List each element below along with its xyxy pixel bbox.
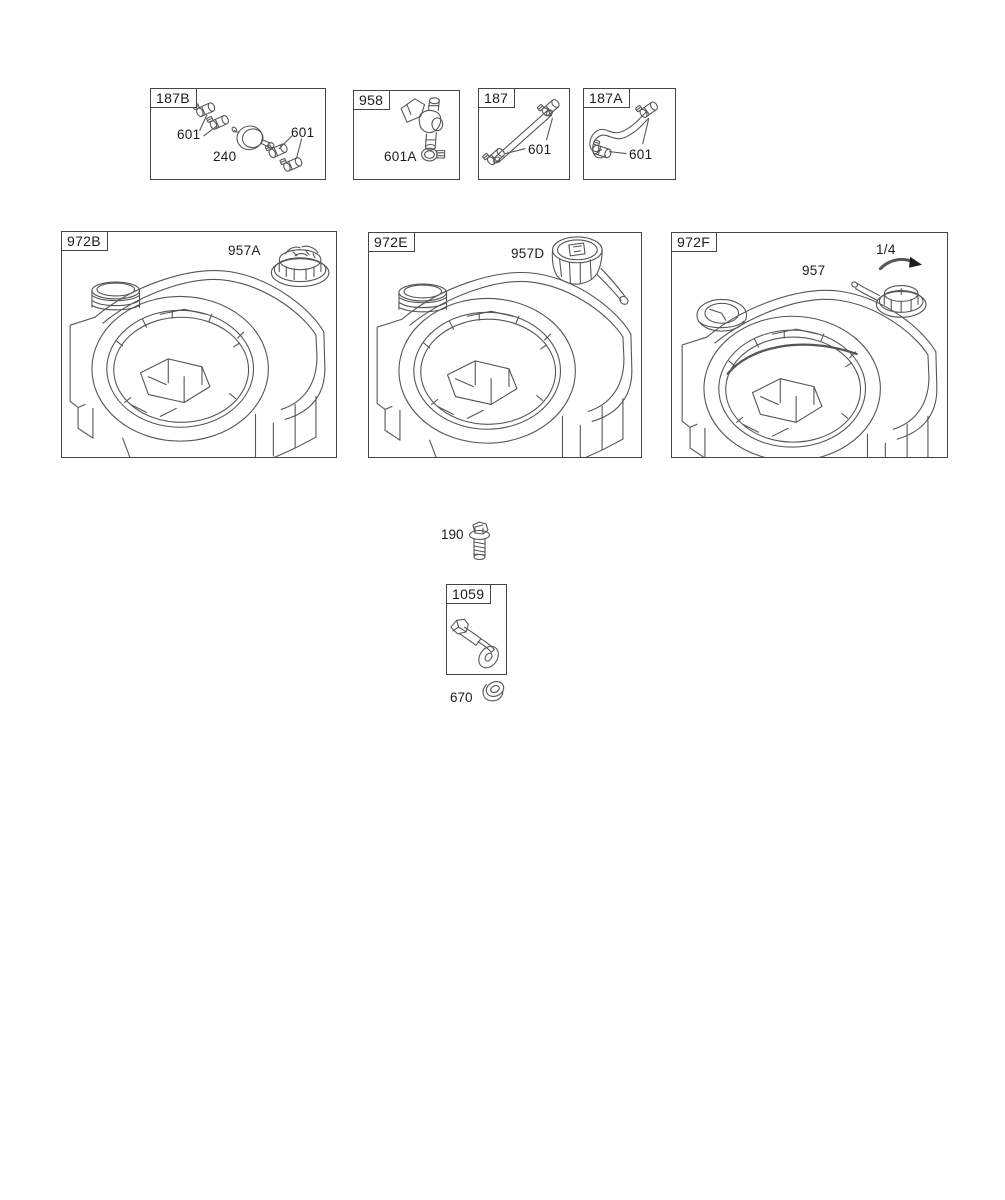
filler-neck-art: [399, 284, 447, 312]
part-callout-601: 601: [528, 142, 552, 157]
part-callout-601: 601: [177, 127, 201, 142]
fuel-filter-art: [231, 120, 274, 154]
hose-clamp-art: [482, 144, 505, 167]
leader-line: [547, 118, 553, 140]
leader-line: [200, 115, 207, 130]
group-label-972e: 972E: [368, 232, 415, 252]
part-group-1059: [446, 584, 507, 675]
leader-line: [297, 139, 302, 158]
fuel-tank-art: [728, 345, 857, 374]
fuel-tank-art: [682, 290, 937, 457]
bolt-and-washer-art: [451, 619, 503, 671]
part-group-972f: [671, 232, 948, 458]
part-callout-957a: 957A: [228, 243, 261, 258]
group-label-187a: 187A: [583, 88, 630, 108]
group-972b-art: [62, 232, 336, 457]
hose-clamp-art: [635, 97, 659, 119]
hose-clamp-art: [537, 95, 560, 118]
part-callout-601: 601: [629, 147, 653, 162]
group-label-187b: 187B: [150, 88, 197, 108]
quarter-turn-arrow-icon: [880, 257, 922, 269]
part-callout-601a: 601A: [384, 149, 417, 164]
hose-clamp-art: [280, 153, 303, 173]
group-label-972f: 972F: [671, 232, 717, 252]
leader-line: [505, 149, 525, 154]
part-group-187: [478, 88, 570, 180]
hose-clamp-art: [206, 111, 229, 131]
part-group-187a: [583, 88, 676, 180]
leader-line: [204, 126, 217, 136]
leader-line: [609, 152, 626, 154]
group-label-972b: 972B: [61, 231, 108, 251]
part-label-190: 190: [441, 527, 464, 542]
bolt-190-art: [464, 521, 492, 565]
fuel-cap-957a-art: [271, 246, 328, 286]
fuel-cap-957-art: [851, 281, 926, 317]
part-label-670: 670: [450, 690, 473, 705]
group-label-1059: 1059: [446, 584, 491, 604]
part-callout-957d: 957D: [511, 246, 545, 261]
group-972e-art: [369, 233, 641, 457]
group-label-958: 958: [353, 90, 390, 110]
part-group-972b: [61, 231, 337, 458]
part-callout-quarter-turn: 1/4: [876, 242, 896, 257]
part-callout-601: 601: [291, 125, 315, 140]
part-group-958: [353, 90, 460, 180]
leader-line: [279, 136, 292, 149]
fuel-shutoff-valve-art: [401, 98, 443, 150]
part-callout-957: 957: [802, 263, 826, 278]
part-group-972e: [368, 232, 642, 458]
filler-neck-art: [92, 282, 140, 310]
part-group-187b: [150, 88, 326, 180]
part-callout-240: 240: [213, 149, 237, 164]
hose-clamp-art: [591, 140, 614, 159]
group-label-187: 187: [478, 88, 515, 108]
bushing-670-art: [477, 678, 507, 706]
